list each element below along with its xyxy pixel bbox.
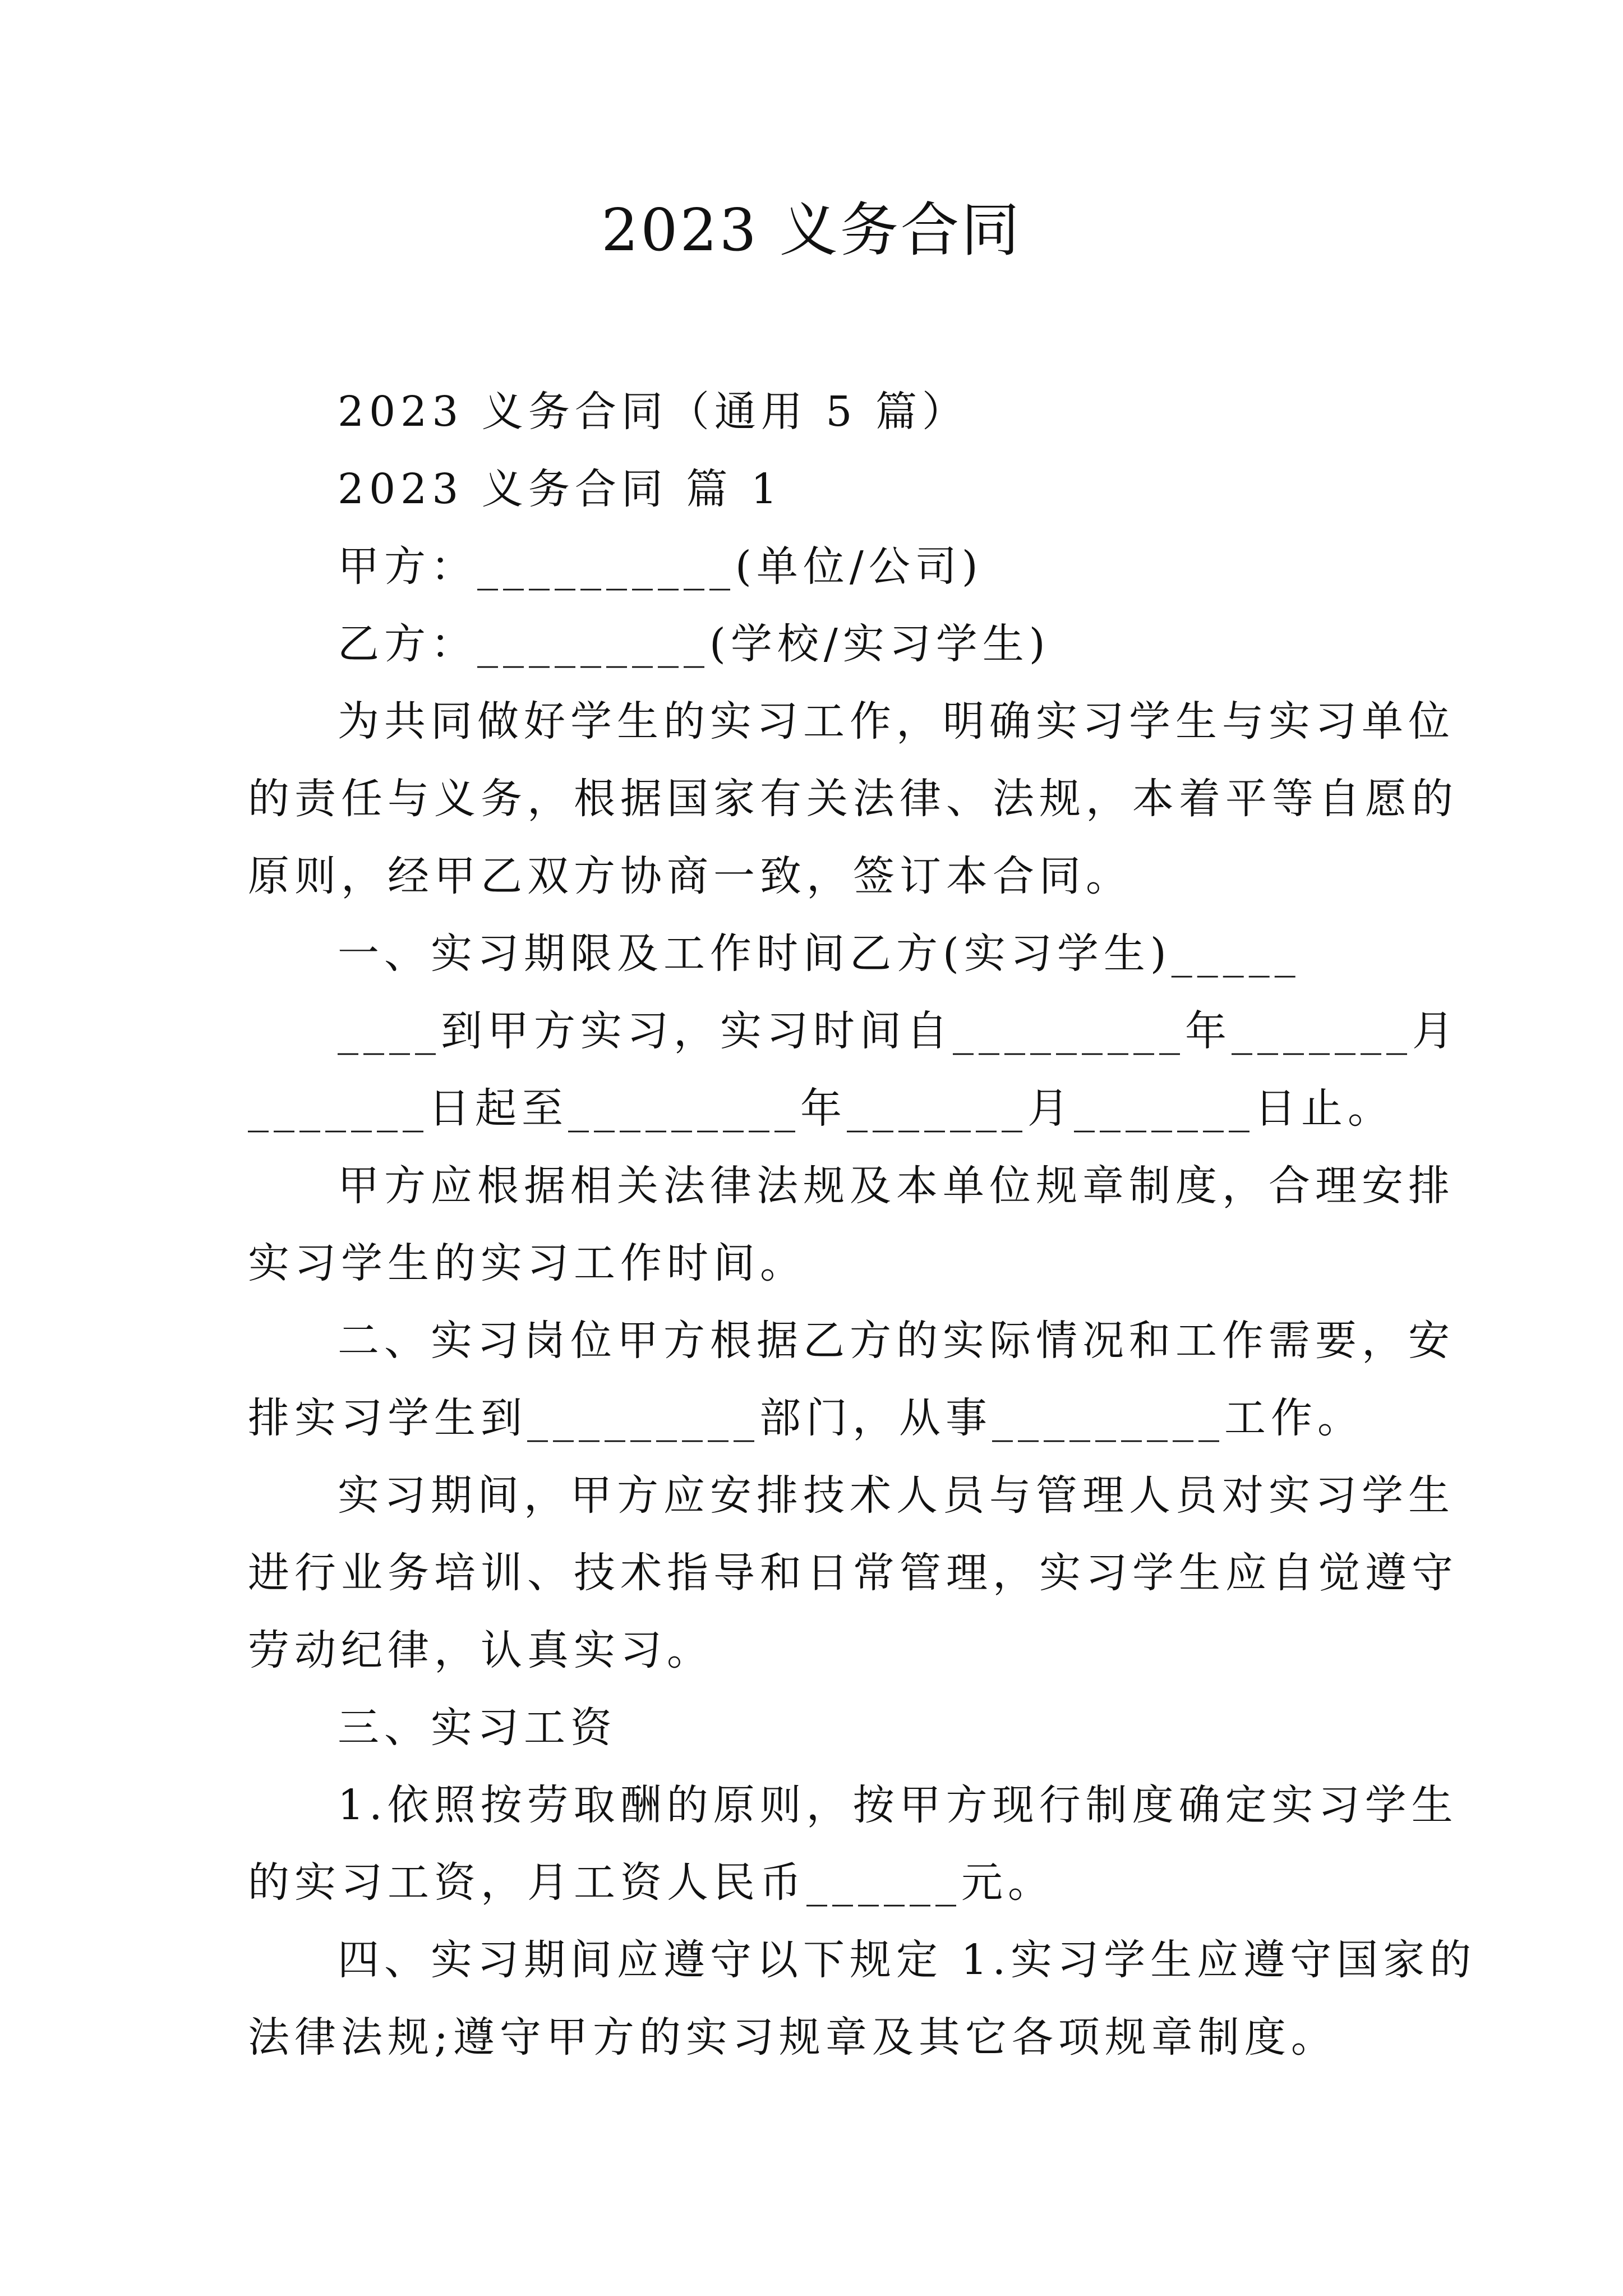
subtitle-line: 2023 义务合同（通用 5 篇） [338, 388, 969, 436]
paragraph-line: 1.依照按劳取酬的原则，按甲方现行制度确定实习学生 [338, 1781, 1458, 1829]
paragraph-line: 甲方应根据相关法律法规及本单位规章制度，合理安排 [338, 1162, 1455, 1210]
clause-heading: 二、实习岗位甲方根据乙方的实际情况和工作需要，安 [338, 1317, 1455, 1365]
clause-heading: 一、实习期限及工作时间乙方(实习学生)_____ [338, 930, 1301, 978]
paragraph-line: 劳动纪律，认真实习。 [248, 1626, 713, 1674]
clause-heading: 四、实习期间应遵守以下规定 1.实习学生应遵守国家的 [338, 1936, 1477, 1984]
paragraph-line: ____到甲方实习，实习时间自_________年_______月 [338, 1007, 1459, 1055]
document-title: 2023 义务合同 [601, 196, 1022, 264]
section-heading: 2023 义务合同 篇 1 [338, 465, 782, 513]
paragraph-line: _______日起至_________年_______月_______日止。 [248, 1084, 1394, 1133]
paragraph-line: 法律法规;遵守甲方的实习规章及其它各项规章制度。 [248, 2013, 1338, 2062]
party-a-line: 甲方：__________(单位/公司) [338, 542, 983, 591]
paragraph-line: 实习期间，甲方应安排技术人员与管理人员对实习学生 [338, 1471, 1455, 1520]
paragraph-line: 的责任与义务，根据国家有关法律、法规，本着平等自愿的 [248, 775, 1458, 823]
document-body [248, 373, 1477, 2076]
clause-heading: 三、实习工资 [338, 1704, 617, 1752]
paragraph-line: 进行业务培训、技术指导和日常管理，实习学生应自觉遵守 [248, 1549, 1458, 1597]
party-b-line: 乙方：_________(学校/实习学生) [338, 620, 1050, 668]
paragraph-line: 实习学生的实习工作时间。 [248, 1239, 806, 1287]
paragraph-line: 原则，经甲乙双方协商一致，签订本合同。 [248, 852, 1132, 900]
paragraph-line: 为共同做好学生的实习工作，明确实习学生与实习单位 [338, 697, 1455, 746]
paragraph-line: 排实习学生到_________部门，从事_________工作。 [248, 1394, 1364, 1442]
paragraph-line: 的实习工资，月工资人民币______元。 [248, 1858, 1054, 1907]
